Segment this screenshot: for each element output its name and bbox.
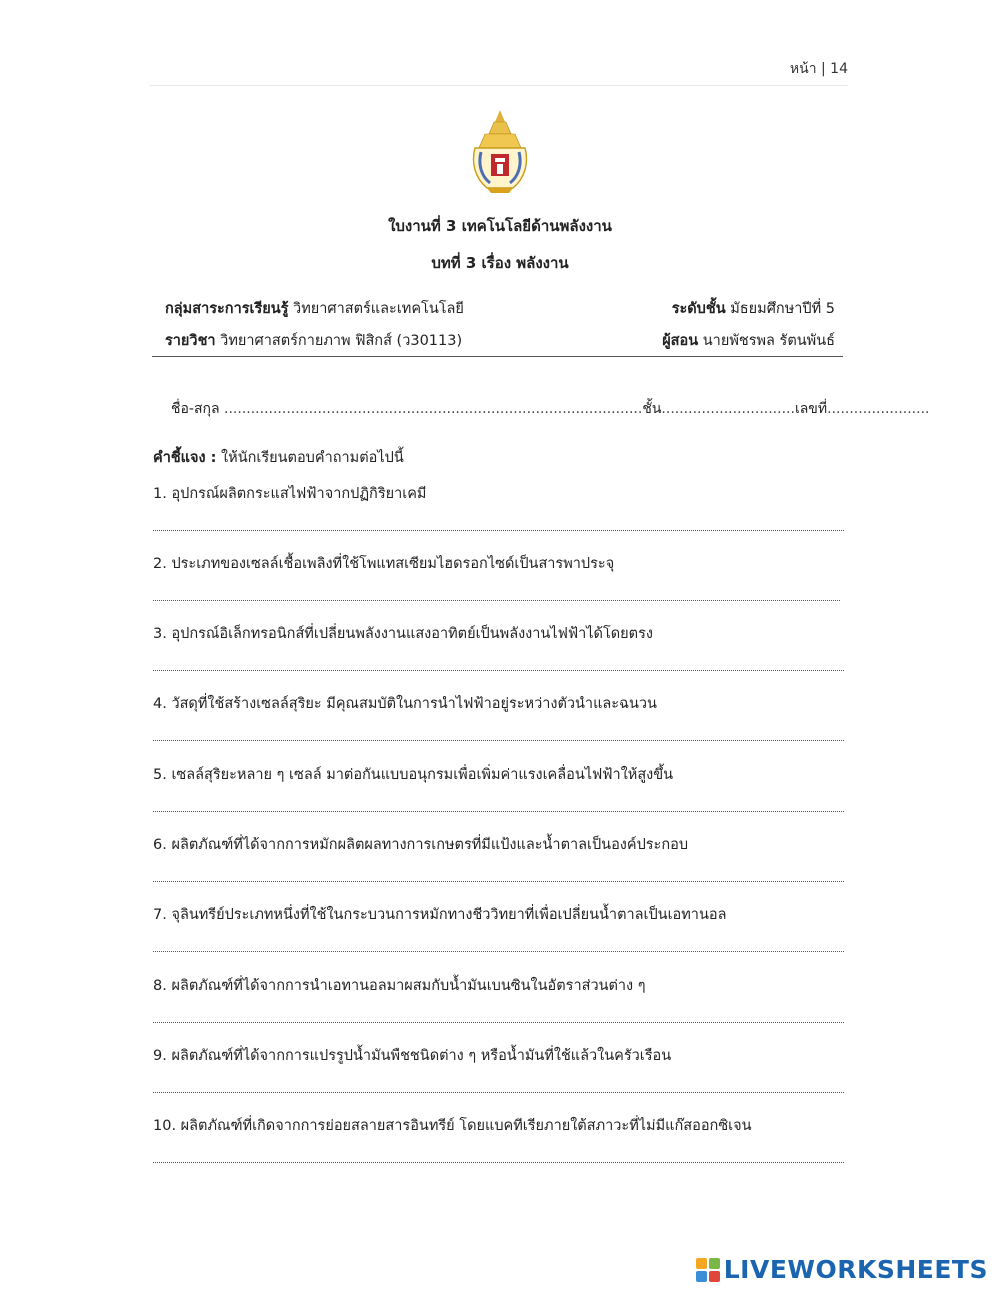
teacher-label: ผู้สอน — [662, 333, 699, 349]
class-field[interactable]: .............................. — [661, 401, 795, 417]
liveworksheets-brand — [696, 1255, 988, 1284]
info-row-1 — [165, 297, 835, 320]
level-label: ระดับชั้น — [671, 301, 726, 317]
brand-name: LIVEWORKSHEETS — [723, 1255, 988, 1284]
answer-field-7[interactable] — [153, 945, 844, 952]
instruction — [153, 446, 404, 469]
instruction-label: คำชี้แจง : — [153, 450, 217, 466]
grade-level — [672, 297, 835, 320]
lesson-title: บทที่ 3 เรื่อง พลังงาน — [431, 254, 569, 272]
subject-group-value: วิทยาศาสตร์และเทคโนโลยี — [288, 301, 464, 317]
name-label: ชื่อ-สกุล — [171, 401, 220, 417]
course-label: รายวิชา — [165, 333, 216, 349]
info-row-2 — [165, 329, 835, 352]
header-divider — [150, 85, 848, 86]
question-2: 2. ประเภทของเซลล์เชื้อเพลิงที่ใช้โพแทสเซียมไฮดรอกไซด์เป็นสารพาประจุ — [153, 556, 615, 572]
question-1: 1. อุปกรณ์ผลิตกระแสไฟฟ้าจากปฏิกิริยาเคมี — [153, 486, 427, 502]
answer-field-10[interactable] — [153, 1156, 844, 1163]
answer-field-2[interactable] — [153, 594, 840, 601]
class-label: ชั้น — [642, 401, 662, 417]
instruction-text: ให้นักเรียนตอบคำถามต่อไปนี้ — [216, 450, 404, 466]
question-4: 4. วัสดุที่ใช้สร้างเซลล์สุริยะ มีคุณสมบัติในการนำไฟฟ้าอยู่ระหว่างตัวนำและฉนวน — [153, 696, 657, 712]
course — [165, 329, 462, 352]
answer-field-4[interactable] — [153, 734, 844, 741]
school-emblem-icon — [461, 108, 539, 194]
teacher-value: นายพัชรพล รัตนพันธ์ — [698, 333, 835, 349]
answer-field-6[interactable] — [153, 875, 844, 882]
answer-field-3[interactable] — [153, 664, 844, 671]
level-value: มัธยมศึกษาปีที่ 5 — [725, 301, 835, 317]
subject-group-label: กลุ่มสาระการเรียนรู้ — [165, 301, 289, 317]
question-3: 3. อุปกรณ์อิเล็กทรอนิกส์ที่เปลี่ยนพลังงานแสงอาทิตย์เป็นพลังงานไฟฟ้าได้โดยตรง — [153, 626, 653, 642]
course-value: วิทยาศาสตร์กายภาพ ฟิสิกส์ (ว30113) — [215, 333, 463, 349]
subject-group — [165, 297, 464, 320]
number-label: เลขที่ — [794, 401, 828, 417]
teacher — [662, 329, 835, 352]
answer-field-1[interactable] — [153, 524, 844, 531]
question-6: 6. ผลิตภัณฑ์ที่ได้จากการหมักผลิตผลทางการเกษตรที่มีแป้งและน้ำตาลเป็นองค์ประกอบ — [153, 837, 689, 853]
liveworksheets-logo-icon — [696, 1258, 720, 1282]
question-10: 10. ผลิตภัณฑ์ที่เกิดจากการย่อยสลายสารอินทรีย์ โดยแบคทีเรียภายใต้สภาวะที่ไม่มีแก๊สออกซิเจน — [153, 1118, 752, 1134]
question-5: 5. เซลล์สุริยะหลาย ๆ เซลล์ มาต่อกันแบบอนุกรมเพื่อเพิ่มค่าแรงเคลื่อนไฟฟ้าให้สูงขึ้น — [153, 767, 674, 783]
number-field[interactable]: ....................... — [827, 401, 930, 417]
answer-field-5[interactable] — [153, 805, 844, 812]
question-8: 8. ผลิตภัณฑ์ที่ได้จากการนำเอทานอลมาผสมกับน้ำมันเบนซินในอัตราส่วนต่าง ๆ — [153, 978, 646, 994]
worksheet-title: ใบงานที่ 3 เทคโนโลยีด้านพลังงาน — [388, 217, 612, 235]
question-7: 7. จุลินทรีย์ประเภทหนึ่งที่ใช้ในกระบวนการหมักทางชีววิทยาที่เพื่อเปลี่ยนน้ำตาลเป็นเอทานอล — [153, 907, 727, 923]
page-number: หน้า | 14 — [789, 61, 848, 77]
info-divider — [152, 356, 843, 357]
name-field[interactable]: .............................................................................................. — [224, 401, 643, 417]
student-info-line — [171, 398, 929, 420]
question-9: 9. ผลิตภัณฑ์ที่ได้จากการแปรรูปน้ำมันพืชชนิดต่าง ๆ หรือน้ำมันที่ใช้แล้วในครัวเรือน — [153, 1048, 672, 1064]
answer-field-8[interactable] — [153, 1016, 844, 1023]
answer-field-9[interactable] — [153, 1086, 844, 1093]
